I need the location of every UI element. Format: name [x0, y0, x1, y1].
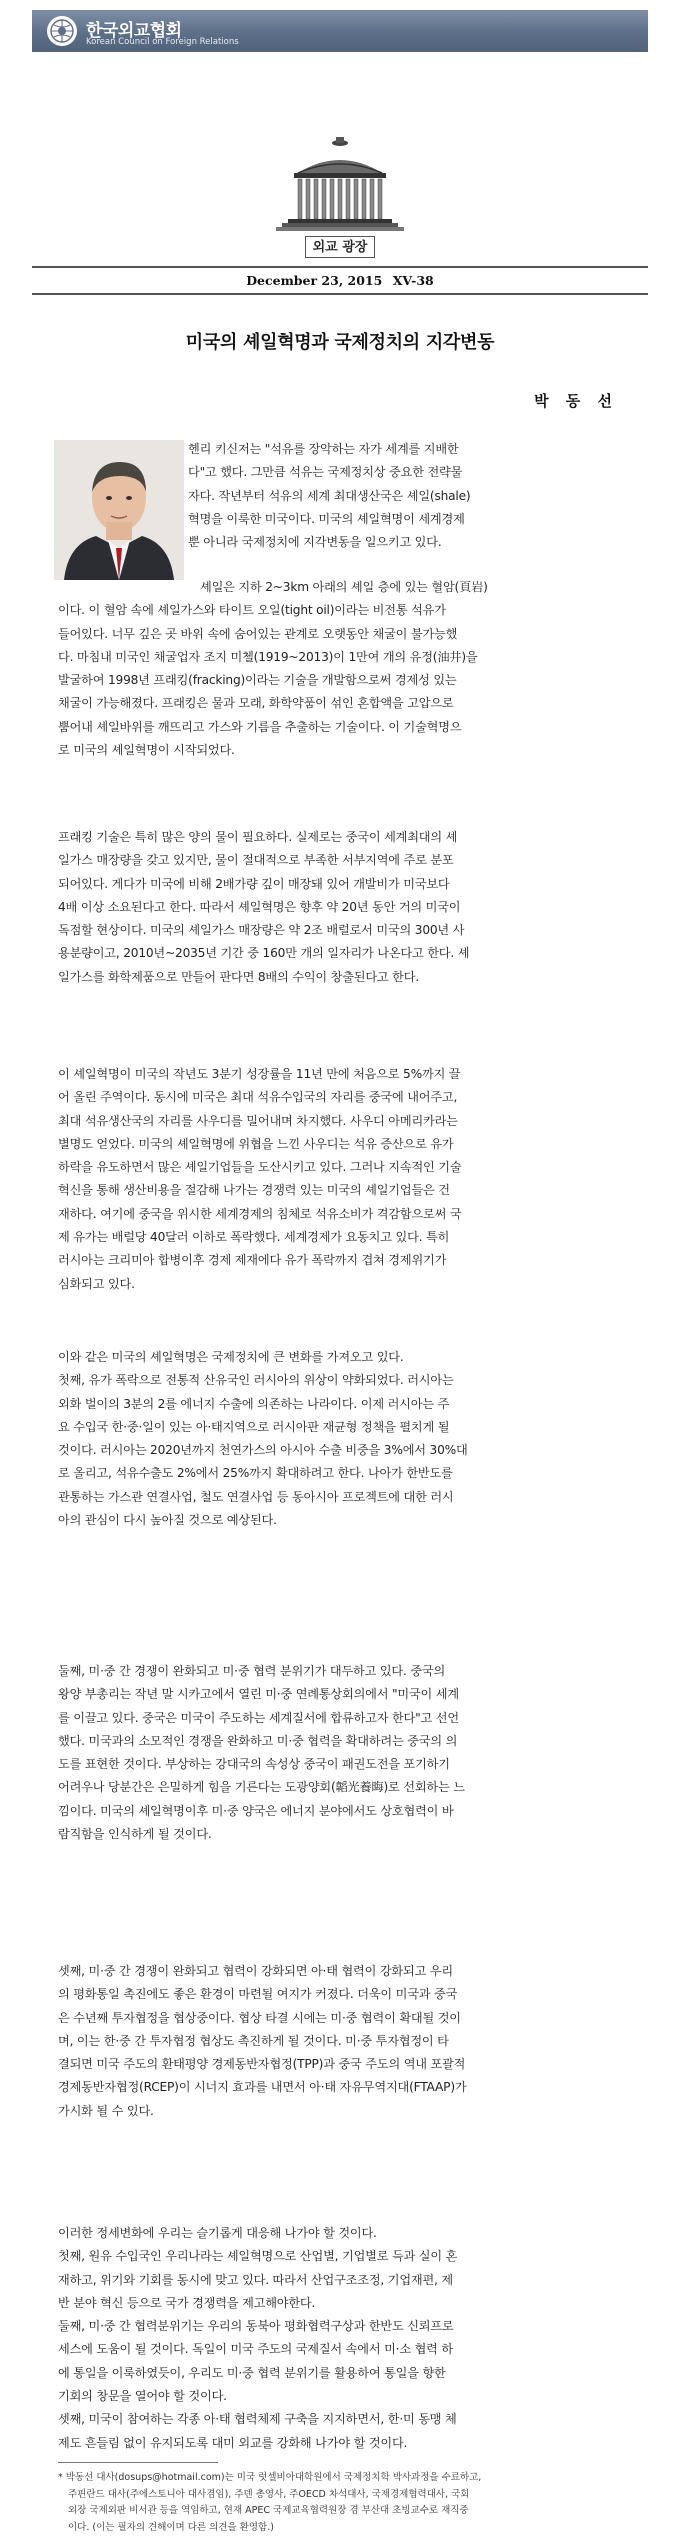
paragraph-line: 자다. 작년부터 석유의 세계 최대생산국은 셰일(shale) [188, 485, 628, 508]
paragraph-line: 가시화 될 수 있다. [58, 2100, 630, 2123]
paragraph-line: 반 분야 혁신 등으로 국가 경쟁력을 제고해야한다. [58, 2292, 630, 2315]
paragraph-line: 셰일은 지하 2~3km 아래의 셰일 층에 있는 혈암(頁岩) [58, 576, 630, 599]
paragraph-line: 프래킹 기술은 특히 많은 양의 물이 필요하다. 실제로는 중국이 세계최대의 셰 [58, 826, 630, 849]
top-rule [32, 266, 648, 268]
paragraph-line: 어 올린 주역이다. 동시에 미국은 최대 석유수입국의 자리를 중국에 내어주고, [58, 1086, 630, 1109]
emblem-label: 외교 광장 [305, 236, 375, 258]
paragraph-line: 를 이끌고 있다. 중국은 미국이 주도하는 세계질서에 합류하고자 한다"고 선언 [58, 1707, 630, 1730]
kcfr-logo-icon [46, 15, 78, 47]
article-paragraph-4 [58, 1063, 630, 1296]
paragraph-line: 낌이다. 미국의 셰일혁명이후 미·중 양국은 에너지 분야에서도 상호협력이 바 [58, 1800, 630, 1823]
paragraph-line: 셋째, 미국이 참여하는 각종 아·태 협력체제 구축을 지지하면서, 한·미 동맹 체 [58, 2408, 630, 2431]
paragraph-line: 재하고, 위기와 기회를 동시에 맞고 있다. 따라서 산업구조조정, 기업재편, 제 [58, 2269, 630, 2292]
org-name-ko: 한국외교협회 [86, 16, 182, 41]
paragraph-line: 용분량이고, 2010년~2035년 기간 중 160만 개의 일자리가 나온다고 한다. 셰 [58, 942, 630, 965]
paragraph-line: 의 평화통일 촉진에도 좋은 환경이 마련될 여지가 커졌다. 더욱이 미국과 중국 [58, 1983, 630, 2006]
article-paragraph-1 [188, 438, 628, 554]
paragraph-line: 첫째, 유가 폭락으로 전통적 산유국인 러시아의 위상이 약화되었다. 러시아는 [58, 1369, 630, 1392]
paragraph-line: 제도 흔들림 없이 유지되도록 대미 외교를 강화해 나가야 할 것이다. [58, 2432, 630, 2455]
paragraph-line: 둘째, 미·중 간 경쟁이 완화되고 미·중 협력 분위기가 대두하고 있다. 중국의 [58, 1660, 630, 1683]
paragraph-line: 기회의 창문을 열어야 할 것이다. [58, 2385, 630, 2408]
paragraph-line: 심화되고 있다. [58, 1273, 630, 1296]
paragraph-line: 외화 벌이의 3분의 2를 에너지 수출에 의존하는 나라이다. 이제 러시아는 주 [58, 1393, 630, 1416]
paragraph-line: 독점할 현상이다. 미국의 셰일가스 매장량은 약 2조 배럴로서 미국의 300년 사 [58, 919, 630, 942]
paragraph-line: 헨리 키신저는 "석유를 장악하는 자가 세계를 지배한 [188, 438, 628, 461]
note-line: 이다. (이는 필자의 견해이며 다른 의견을 환영함.) [58, 2520, 630, 2536]
paragraph-line: 에 통일을 이룩하였듯이, 우리도 미·중 협력 분위기를 활용하여 통일을 향한 [58, 2362, 630, 2385]
paragraph-line: 어려우나 당분간은 은밀하게 힘을 기른다는 도광양회(韜光養晦)로 선회하는 느 [58, 1776, 630, 1799]
paragraph-line: 요 수입국 한·중·일이 있는 아·태지역으로 러시아판 재균형 정책을 펼치게 될 [58, 1416, 630, 1439]
issue-rule [32, 293, 648, 295]
issue-number: XV-38 [393, 273, 434, 288]
paragraph-line: 일가스를 화학제품으로 만들어 판다면 8배의 수익이 창출된다고 한다. [58, 966, 630, 989]
paragraph-line: 다"고 했다. 그만큼 석유는 국제정치상 중요한 전략물 [188, 461, 628, 484]
article-author: 박 동 선 [534, 390, 618, 411]
paragraph-line: 재하다. 여기에 중국을 위시한 세계경제의 침체로 석유소비가 격감함으로써 국 [58, 1203, 630, 1226]
paragraph-line: 도를 표현한 것이다. 부상하는 강대국의 속성상 중국이 패권도전을 포기하기 [58, 1753, 630, 1776]
paragraph-line: 결되면 미국 주도의 환태평양 경제동반자협정(TPP)과 중국 주도의 역내 포괄적 [58, 2053, 630, 2076]
paragraph-line: 뿐 아니라 국제정치에 지각변동을 일으키고 있다. [188, 531, 628, 554]
org-name-en: Korean Council on Foreign Relations [86, 37, 239, 47]
note-line: * 박동선 대사(dosups@hotmail.com)는 미국 럿셀비아대학원에서 국제정치학 박사과정을 수료하고, [58, 2470, 630, 2487]
paragraph-line: 이와 같은 미국의 셰일혁명은 국제정치에 큰 변화를 가져오고 있다. [58, 1346, 630, 1369]
article-paragraph-3 [58, 826, 630, 989]
article-paragraph-2 [58, 576, 630, 762]
paragraph-line: 세스에 도움이 될 것이다. 독일이 미국 주도의 국제질서 속에서 미·소 협력 하 [58, 2338, 630, 2361]
paragraph-line: 셋째, 미·중 간 경쟁이 완화되고 협력이 강화되면 아·태 협력이 강화되고 우리 [58, 1960, 630, 1983]
paragraph-line: 혁신을 통해 생산비용을 절감해 나가는 경쟁력 있는 미국의 셰일기업들은 건 [58, 1179, 630, 1202]
paragraph-line: 은 수년째 투자협정을 협상중이다. 협상 타결 시에는 미·중 협력이 확대될 것이 [58, 2007, 630, 2030]
footer [32, 2440, 648, 2506]
paragraph-line: 일가스 매장량을 갖고 있지만, 물이 절대적으로 부족한 서부지역에 주로 분포 [58, 849, 630, 872]
article-paragraph-7 [58, 1960, 630, 2123]
paragraph-line: 제 유가는 배럴당 40달러 이하로 폭락했다. 세계경제가 요동치고 있다. 특히 [58, 1226, 630, 1249]
author-photo [54, 440, 184, 580]
paragraph-line: 이다. 이 혈암 속에 셰일가스와 타이트 오일(tight oil)이라는 비전통 석유가 [58, 599, 630, 622]
issue-line [0, 273, 680, 288]
paragraph-line: 들어있다. 너무 깊은 곳 바위 속에 숨어있는 관계로 오랫동안 채굴이 불가능했 [58, 623, 630, 646]
paragraph-line: 경제동반자협정(RCEP)이 시너지 효과를 내면서 아·태 자유무역지대(FTAAP)가 [58, 2076, 630, 2099]
paragraph-line: 이 셰일혁명이 미국의 작년도 3분기 성장률을 11년 만에 처음으로 5%까지 끌 [58, 1063, 630, 1086]
paragraph-line: 관통하는 가스관 연결사업, 철도 연결사업 등 동아시아 프로젝트에 대한 러시 [58, 1486, 630, 1509]
paragraph-line: 혁명을 이룩한 미국이다. 미국의 셰일혁명이 세계경제 [188, 508, 628, 531]
paragraph-line: 왕양 부총리는 작년 말 시카고에서 열린 미·중 연례통상회의에서 "미국이 세계 [58, 1683, 630, 1706]
paragraph-line: 둘째, 미·중 간 협력분위기는 우리의 동북아 평화협력구상과 한반도 신뢰프로 [58, 2315, 630, 2338]
article-paragraph-5 [58, 1346, 630, 1532]
paragraph-line: 최대 석유생산국의 자리를 사우디를 밀어내며 차지했다. 사우디 아메리카라는 [58, 1110, 630, 1133]
paragraph-line: 다. 마침내 미국인 채굴업자 조지 미첼(1919~2013)이 1만여 개의 유정(油井)을 [58, 646, 630, 669]
paragraph-line: 4배 이상 소요된다고 한다. 따라서 셰일혁명은 향후 약 20년 동안 거의 미국이 [58, 896, 630, 919]
paragraph-line: 발굴하여 1998년 프래킹(fracking)이라는 기술을 개발함으로써 경제성 있는 [58, 669, 630, 692]
paragraph-line: 뿜어내 셰일바위를 깨뜨리고 가스와 기름을 추출하는 기술이다. 이 기술혁명으 [58, 716, 630, 739]
paragraph-line: 며, 이는 한·중 간 투자협정 협상도 촉진하게 될 것이다. 미·중 투자협정이 타 [58, 2030, 630, 2053]
header-band [32, 10, 648, 52]
paragraph-line: 것이다. 러시아는 2020년까지 천연가스의 아시아 수출 비중을 3%에서 30%대 [58, 1439, 630, 1462]
article-paragraph-8 [58, 2222, 630, 2455]
paragraph-line: 람직함을 인식하게 될 것이다. [58, 1823, 630, 1846]
paragraph-line: 했다. 미국과의 소모적인 경쟁을 완화하고 미·중 협력을 확대하려는 중국의 의 [58, 1730, 630, 1753]
issue-date: December 23, 2015 [246, 273, 382, 288]
paragraph-line: 로 올리고, 석유수출도 2%에서 25%까지 확대하려고 한다. 나아가 한반도를 [58, 1462, 630, 1485]
note-line: 외장 국제외판 비서관 등을 역임하고, 현재 APEC 국제교육협력원장 겸 부산대 초빙교수로 재직중 [58, 2503, 630, 2520]
paragraph-line: 이러한 정세변화에 우리는 슬기롭게 대응해 나가야 할 것이다. [58, 2222, 630, 2245]
article-paragraph-6 [58, 1660, 630, 1846]
paragraph-line: 되어있다. 게다가 미국에 비해 2배가량 깊이 매장돼 있어 개발비가 미국보다 [58, 873, 630, 896]
paragraph-line: 하락을 유도하면서 많은 셰일기업들을 도산시키고 있다. 그러나 지속적인 기술 [58, 1156, 630, 1179]
paragraph-line: 첫째, 원유 수입국인 우리나라는 셰일혁명으로 산업별, 기업별로 득과 실이 혼 [58, 2245, 630, 2268]
paragraph-line: 아의 관심이 다시 높아질 것으로 예상된다. [58, 1509, 630, 1532]
paragraph-line: 별명도 얻었다. 미국의 셰일혁명에 위협을 느낀 사우디는 석유 증산으로 유가 [58, 1133, 630, 1156]
paragraph-line: 로 미국의 셰일혁명이 시작되었다. [58, 739, 630, 762]
paragraph-line: 러시아는 크리미아 합병이후 경제 제재에다 유가 폭락까지 겹쳐 경제위기가 [58, 1249, 630, 1272]
note-line: 주핀란드 대사(주에스토니아 대사겸임), 주덴 총영사, 주OECD 차석대사, 국제경제협력대사, 국회 [58, 2487, 630, 2504]
paragraph-line: 채굴이 가능해졌다. 프래킹은 물과 모래, 화학약품이 섞인 혼합액을 고압으로 [58, 692, 630, 715]
article-title: 미국의 셰일혁명과 국제정치의 지각변동 [0, 328, 680, 354]
